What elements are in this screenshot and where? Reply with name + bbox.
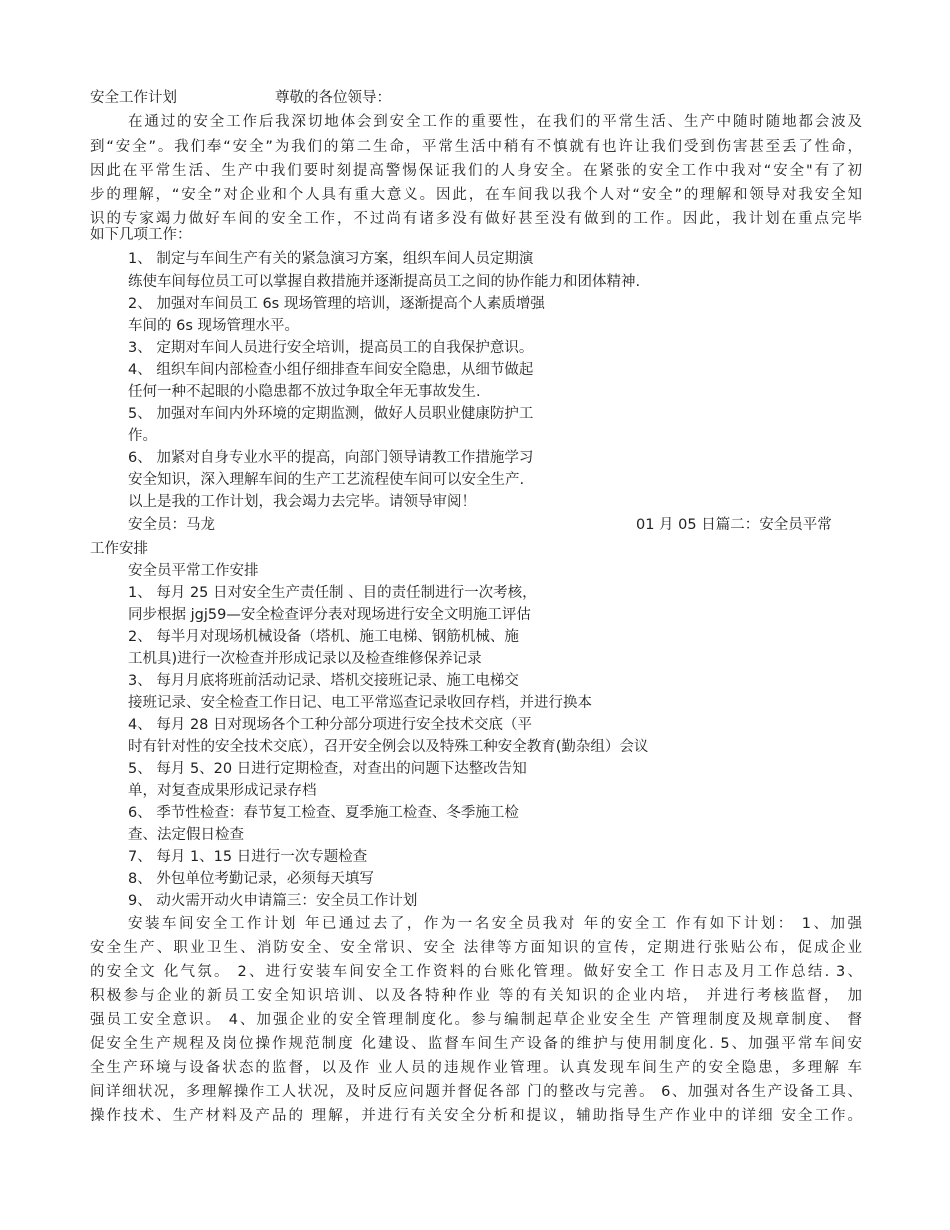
part3-line-9: 操作技术、生产材料及产品的 理解，并进行有关安全分析和提议，辅助指导生产作业中的详细 安全工作。: [90, 1108, 862, 1124]
doc-title: 安全工作计划: [90, 90, 177, 106]
part3-line-3: 的安全文 化气氛。 2、进行安装车间安全工作资料的台账化管理。做好安全工 作日志及月工作总结. 3、: [90, 964, 862, 980]
plan-item-2: 2、 加强对车间员工 6s 现场管理的培训，逐渐提高个人素质增强: [128, 296, 545, 312]
duty-item-6-cont: 查、法定假日检查: [128, 827, 244, 843]
duty-item-1: 1、 每月 25 日对安全生产责任制 、目的责任制进行一次考核，: [128, 585, 537, 601]
duty-item-4-cont: 时有针对性的安全技术交底），召开安全例会以及特殊工种安全教育(勤杂组）会议: [128, 739, 649, 755]
plan-item-4: 4、 组织车间内部检查小组仔细排查车间安全隐患，从细节做起: [128, 362, 534, 378]
plan-item-5: 5、 加强对车间内外环境的定期监测，做好人员职业健康防护工: [128, 406, 534, 422]
duty-item-7: 7、 每月 1、15 日进行一次专题检查: [128, 849, 368, 865]
plan-closing: 以上是我的工作计划，我会竭力去完毕。请领导审阅！: [128, 494, 476, 510]
part3-line-5: 强员工安全意识。 4、加强企业的安全管理制度化。参与编制起草企业安全生 产管理制度及规章制度、 督: [90, 1012, 862, 1028]
plan-item-1: 1、 制定与车间生产有关的紧急演习方案，组织车间人员定期演: [128, 251, 534, 267]
part2-heading: 安全员平常工作安排: [128, 563, 259, 579]
duty-item-3-cont: 接班记录、安全检查工作日记、电工平常巡查记录收回存档，并进行换本: [128, 695, 592, 711]
intro-line-1: 在通过的安全工作后我深切地体会到安全工作的重要性，在我们的平常生活、生产中随时随地都会波及: [128, 114, 862, 130]
intro-line-6: 如下几项工作：: [90, 227, 192, 243]
duty-item-6: 6、 季节性检查：春节复工检查、夏季施工检查、冬季施工检: [128, 805, 519, 821]
duty-item-2: 2、 每半月对现场机械设备（塔机、施工电梯、钢筋机械、施: [128, 629, 519, 645]
signature: 安全员：马龙: [128, 517, 215, 533]
duty-item-5: 5、 每月 5、20 日进行定期检查，对查出的问题下达整改告知: [128, 761, 527, 777]
plan-item-1-cont: 练使车间每位员工可以掌握自救措施并逐渐提高员工之间的协作能力和团体精神.: [128, 274, 641, 290]
plan-item-4-cont: 任何一种不起眼的小隐患都不放过争取全年无事故发生.: [128, 384, 481, 400]
part3-line-4: 积极参与企业的新员工安全知识培训、以及各特种作业 等的有关知识的企业内培， 并进行考核监督， 加: [90, 988, 862, 1004]
part3-line-8: 间详细状况，多理解操作工人状况，及时反应问题并督促各部 门的整改与完善。 6、加强对各生产设备工具、: [90, 1084, 862, 1100]
plan-item-2-cont: 车间的 6s 现场管理水平。: [128, 318, 299, 334]
greeting: 尊敬的各位领导：: [275, 90, 391, 106]
intro-line-4: 步的理解，“安全”对企业和个人具有重大意义。因此，在车间我以我个人对“安全”的理解和领导对我安全知: [90, 187, 862, 203]
duty-item-9: 9、 动火需开动火申请篇三：安全员工作计划: [128, 893, 418, 909]
next-title-cont: 工作安排: [90, 541, 148, 557]
part3-line-7: 全生产环境与设备状态的监督，以及作 业人员的违规作业管理。认真发现车间生产的安全隐患，多理解 车: [90, 1060, 862, 1076]
duty-item-3: 3、 每月月底将班前活动记录、塔机交接班记录、施工电梯交: [128, 673, 519, 689]
part3-line-2: 安全生产、职业卫生、消防安全、安全常识、安全 法律等方面知识的宣传，定期进行张贴公布，促成企业: [90, 940, 862, 956]
duty-item-1-cont: 同步根据 jgj59—安全检查评分表对现场进行安全文明施工评估: [128, 607, 531, 623]
plan-item-6-cont: 安全知识，深入理解车间的生产工艺流程使车间可以安全生产.: [128, 472, 525, 488]
duty-item-5-cont: 单，对复查成果形成记录存档: [128, 783, 317, 799]
date-and-next-title: 01 月 05 日篇二：安全员平常: [636, 517, 832, 533]
intro-line-3: 因此在平常生活、生产中我们要时刻提高警惕保证我们的人身安全。在紧张的安全工作中我对“安全"有了初: [90, 163, 862, 179]
plan-item-5-cont: 作。: [128, 428, 157, 444]
duty-item-2-cont: 工机具)进行一次检查并形成记录以及检查维修保养记录: [128, 651, 482, 667]
plan-item-3: 3、 定期对车间人员进行安全培训，提高员工的自我保护意识。: [128, 340, 534, 356]
duty-item-4: 4、 每月 28 日对现场各个工种分部分项进行安全技术交底（平: [128, 717, 533, 733]
intro-line-2: 到“安全”。我们奉“安全”为我们的第二生命，平常生活中稍有不慎就有也许让我们受到伤害甚至丢了性命，: [90, 139, 862, 155]
part3-line-1: 安装车间安全工作计划 年已通过去了，作为一名安全员我对 年的安全工 作有如下计划： 1、加强: [128, 916, 862, 932]
intro-line-5: 识的专家竭力做好车间的安全工作，不过尚有诸多没有做好甚至没有做到的工作。因此，我计划在重点完毕: [90, 211, 862, 227]
duty-item-8: 8、 外包单位考勤记录，必须每天填写: [128, 871, 374, 887]
part3-line-6: 促安全生产规程及岗位操作规范制度 化建设、监督车间生产设备的维护与使用制度化. 5、加强平常车间安: [90, 1036, 862, 1052]
plan-item-6: 6、 加紧对自身专业水平的提高，向部门领导请教工作措施学习: [128, 450, 534, 466]
